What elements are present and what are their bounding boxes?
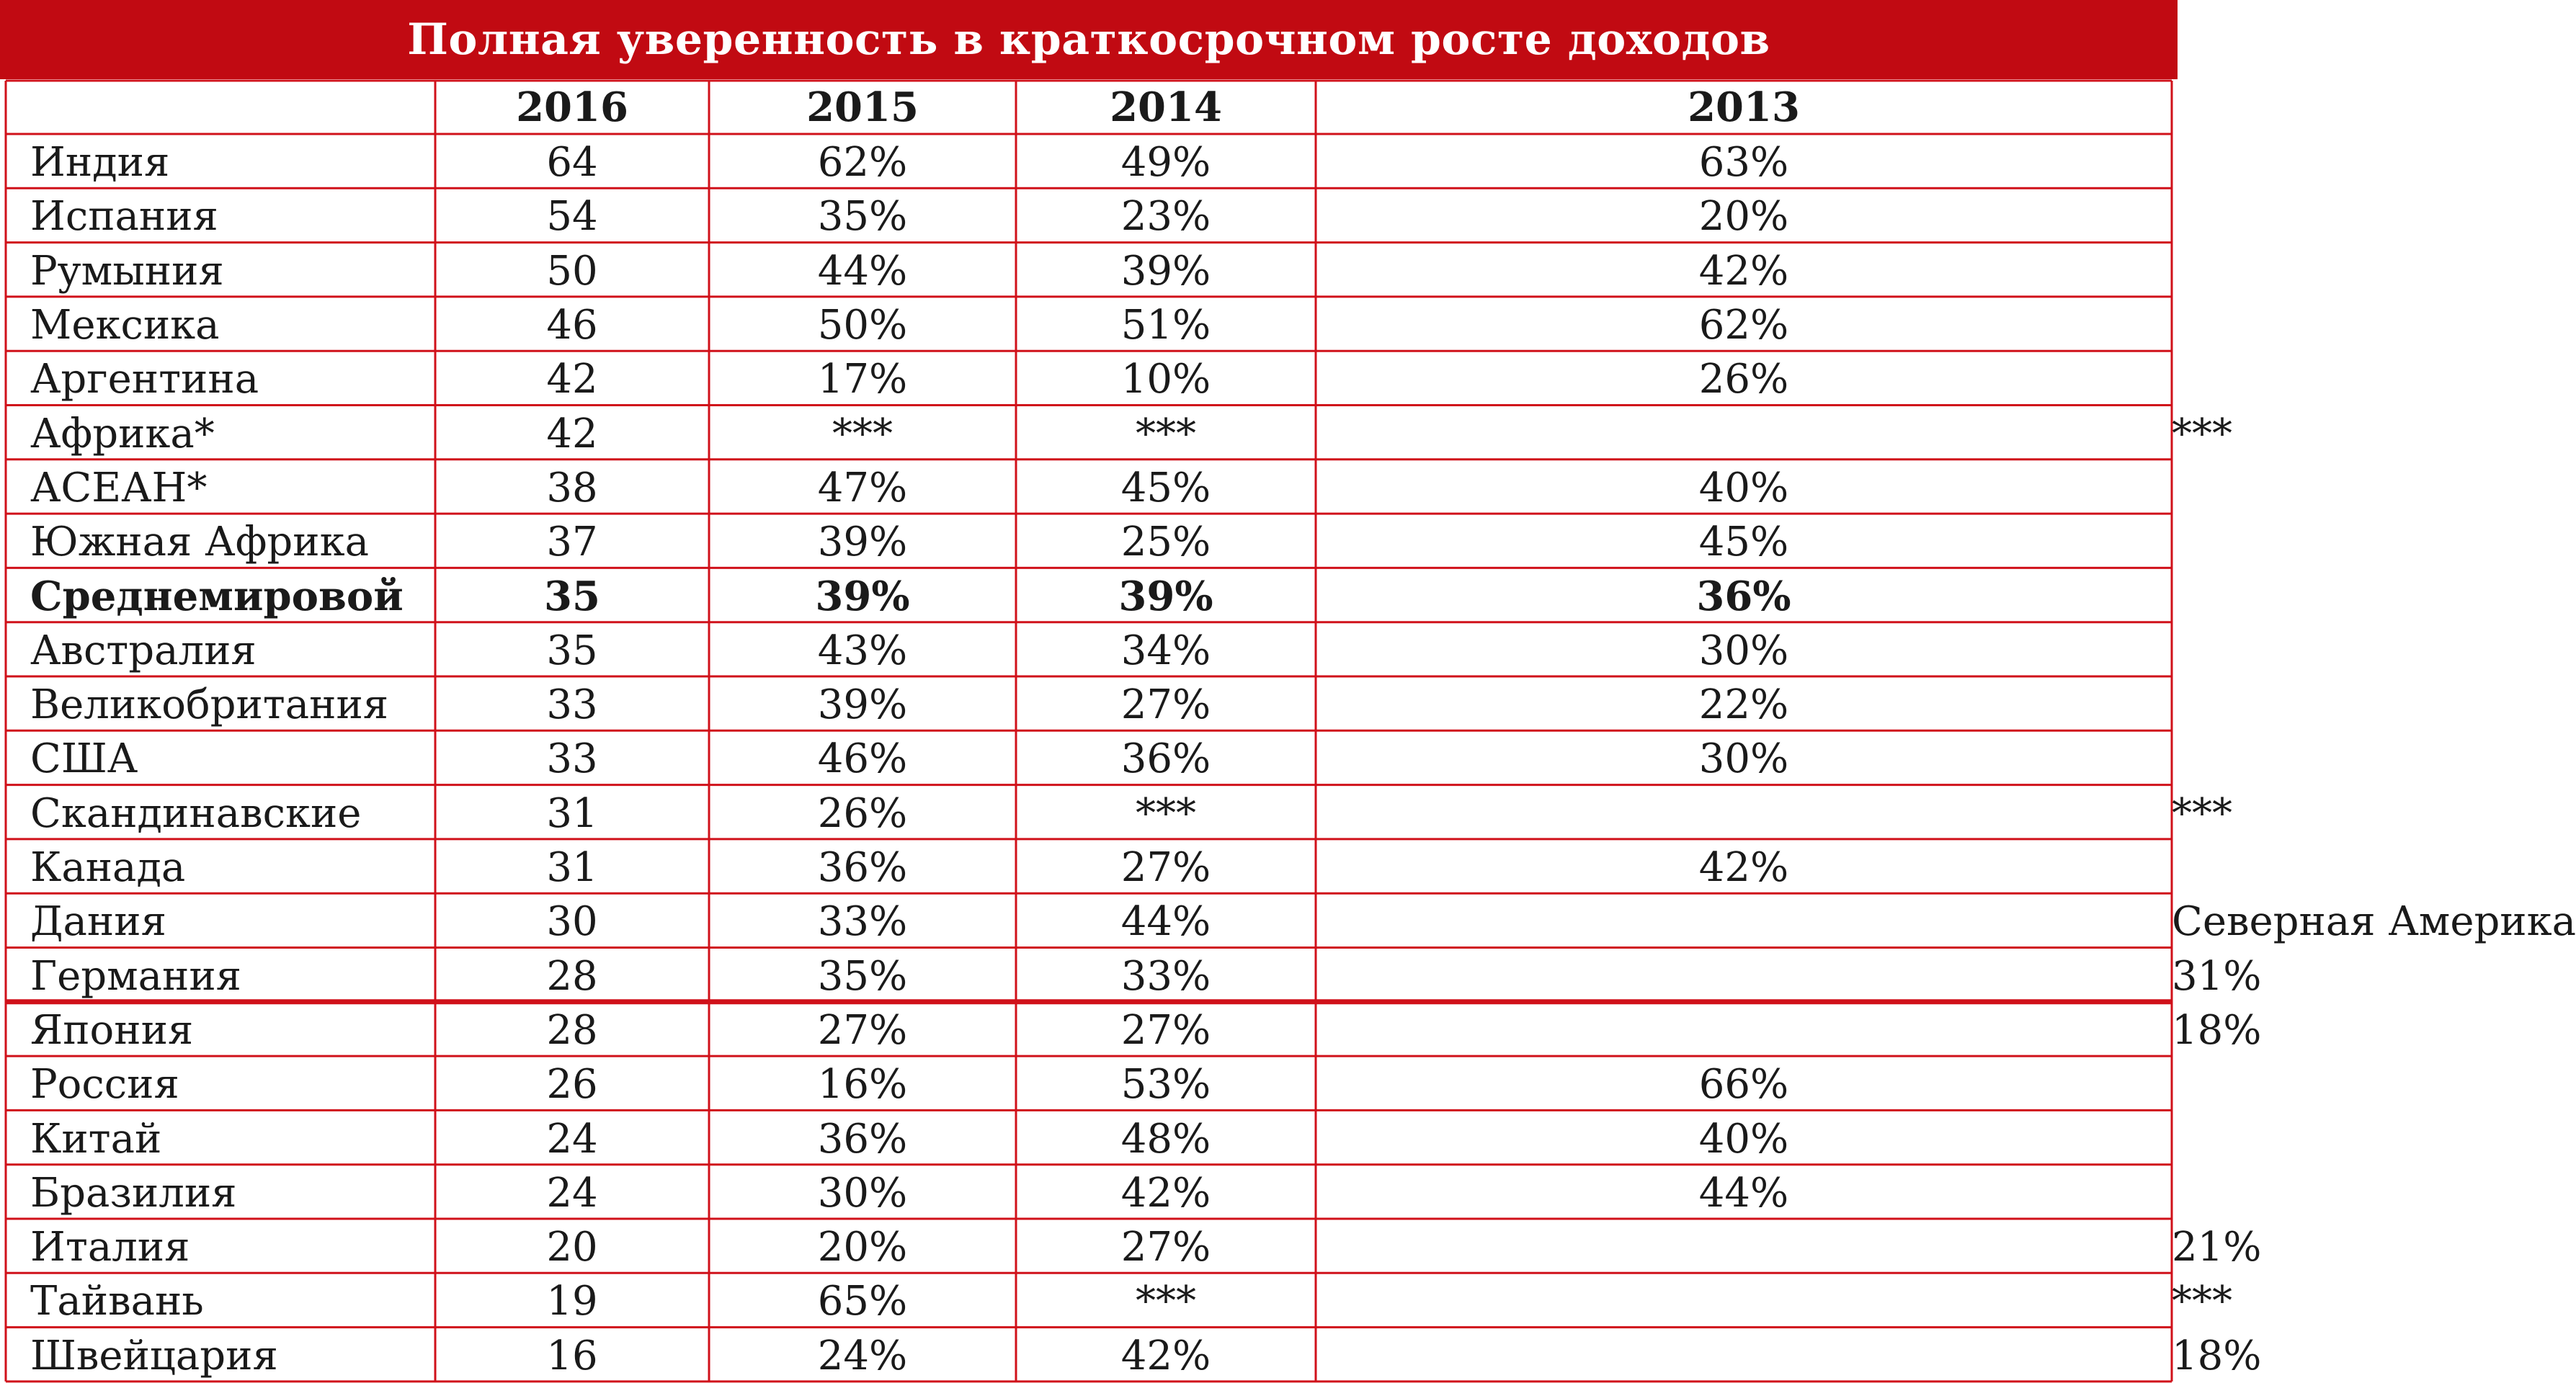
- table-cell: 19: [546, 1278, 598, 1325]
- table-cell: 33: [546, 681, 598, 729]
- table-cell: 66%: [1698, 1061, 1789, 1109]
- table-cell: 27%: [1120, 1006, 1211, 1054]
- table-cell: 50%: [817, 302, 908, 349]
- column-header-2013: 2013: [1688, 84, 1800, 131]
- table-cell: 23%: [1120, 193, 1211, 241]
- table-cell: 25%: [1120, 519, 1211, 566]
- table-cell: 64: [546, 139, 598, 187]
- table-cell: 20%: [1698, 193, 1789, 241]
- table-cell: 20: [546, 1224, 598, 1271]
- table-cell: 22%: [1698, 681, 1789, 729]
- table-cell: 33%: [1120, 952, 1211, 1000]
- table-cell: 53%: [1120, 1061, 1211, 1109]
- table-cell: 16: [546, 1332, 598, 1379]
- row-label: Африка*: [30, 410, 215, 457]
- table-cell: ***: [2172, 1278, 2232, 1325]
- table-cell: 46%: [817, 735, 908, 783]
- table-cell: 31%: [2172, 952, 2262, 1000]
- table-cell: 44%: [1698, 1169, 1789, 1217]
- table-cell: 46: [546, 302, 598, 349]
- table-cell: 27%: [1120, 844, 1211, 892]
- table-cell: ***: [832, 410, 893, 457]
- table-cell: 26%: [1698, 356, 1789, 403]
- table-cell: 47%: [817, 464, 908, 511]
- table-cell: 62%: [817, 139, 908, 187]
- row-label: Южная Африка: [30, 519, 369, 566]
- table-cell: 40%: [1698, 464, 1789, 511]
- table-cell: 48%: [1120, 1115, 1211, 1163]
- table-cell: 45%: [1698, 519, 1789, 566]
- table-cell: 18%: [2172, 1006, 2262, 1054]
- table-cell: 26: [546, 1061, 598, 1109]
- table-cell: 62%: [1698, 302, 1789, 349]
- row-label: Канада: [30, 844, 186, 892]
- table-cell: 20%: [817, 1224, 908, 1271]
- row-label: Аргентина: [30, 356, 259, 403]
- table-cell: 28: [546, 952, 598, 1000]
- row-label: Среднемировой: [30, 573, 404, 621]
- table-cell: ***: [1136, 789, 1196, 837]
- table-cell: ***: [2172, 789, 2232, 837]
- table-cell: 39%: [1120, 247, 1211, 295]
- row-label: Австралия: [30, 627, 257, 674]
- table-cell: 35%: [817, 193, 908, 241]
- table-cell: 37: [546, 519, 598, 566]
- table-cell: 26%: [817, 789, 908, 837]
- row-label: Япония: [30, 1006, 194, 1054]
- row-label: Китай: [30, 1115, 162, 1163]
- table-cell: 63%: [1698, 139, 1789, 187]
- table-cell: 39%: [817, 519, 908, 566]
- table-cell: 40%: [1698, 1115, 1789, 1163]
- table-cell: 42%: [1698, 247, 1789, 295]
- table-cell: 34%: [1120, 627, 1211, 674]
- table-cell: 54: [546, 193, 598, 241]
- table-cell: 28: [546, 1006, 598, 1054]
- table-cell: 42%: [1120, 1169, 1211, 1217]
- row-label: Индия: [30, 139, 170, 187]
- table-cell: 33%: [817, 898, 908, 946]
- row-label: Испания: [30, 193, 218, 241]
- table-cell: 17%: [817, 356, 908, 403]
- table-cell: 10%: [1120, 356, 1211, 403]
- table-cell: 43%: [817, 627, 908, 674]
- table-cell: 30%: [817, 1169, 908, 1217]
- table-cell: 36%: [817, 1115, 908, 1163]
- row-label: Мексика: [30, 302, 220, 349]
- table-cell: 50: [546, 247, 598, 295]
- table-cell: ***: [1136, 1278, 1196, 1325]
- row-label: Дания: [30, 898, 166, 946]
- table-title: Полная уверенность в краткосрочном росте доходов: [407, 14, 1770, 65]
- table-cell: 30%: [1698, 627, 1789, 674]
- table-cell: 44%: [817, 247, 908, 295]
- table-cell: 31: [546, 789, 598, 837]
- table-cell: 21%: [2172, 1224, 2262, 1271]
- table-cell: 42%: [1698, 844, 1789, 892]
- table-cell: 36%: [1696, 573, 1791, 621]
- table-cell: 31: [546, 844, 598, 892]
- table-cell: 36%: [817, 844, 908, 892]
- row-label: Россия: [30, 1061, 179, 1109]
- table-cell: 39%: [1118, 573, 1213, 621]
- row-label: Германия: [30, 952, 241, 1000]
- table-cell: 27%: [817, 1006, 908, 1054]
- table-cell: 24: [546, 1115, 598, 1163]
- table-cell: 65%: [817, 1278, 908, 1325]
- table-cell: 42%: [1120, 1332, 1211, 1379]
- table-cell: Северная Америка: [2172, 898, 2576, 946]
- table-cell: 35%: [817, 952, 908, 1000]
- table-cell: 44%: [1120, 898, 1211, 946]
- row-label: Тайвань: [30, 1278, 204, 1325]
- row-label: Скандинавские: [30, 789, 362, 837]
- table-cell: 27%: [1120, 681, 1211, 729]
- table-cell: 39%: [817, 681, 908, 729]
- table-cell: 16%: [817, 1061, 908, 1109]
- row-label: Италия: [30, 1224, 190, 1271]
- table-cell: ***: [2172, 410, 2232, 457]
- table-cell: 49%: [1120, 139, 1211, 187]
- table-cell: 39%: [815, 573, 910, 621]
- table-cell: 35: [544, 573, 600, 621]
- table-cell: 24: [546, 1169, 598, 1217]
- table-cell: 33: [546, 735, 598, 783]
- table-cell: 18%: [2172, 1332, 2262, 1379]
- table-cell: 24%: [817, 1332, 908, 1379]
- row-label: Швейцария: [30, 1332, 278, 1379]
- table-cell: 27%: [1120, 1224, 1211, 1271]
- column-header-2016: 2016: [516, 84, 628, 131]
- row-label: Бразилия: [30, 1169, 237, 1217]
- table-cell: 51%: [1120, 302, 1211, 349]
- table-cell: 42: [546, 356, 598, 403]
- table-cell: 35: [546, 627, 598, 674]
- table-cell: ***: [1136, 410, 1196, 457]
- table-cell: 45%: [1120, 464, 1211, 511]
- row-label: Румыния: [30, 247, 224, 295]
- row-label: США: [30, 735, 138, 783]
- column-header-2015: 2015: [806, 84, 919, 131]
- column-header-2014: 2014: [1110, 84, 1222, 131]
- table-cell: 38: [546, 464, 598, 511]
- table-cell: 36%: [1120, 735, 1211, 783]
- table-cell: 30: [546, 898, 598, 946]
- row-label: АСЕАН*: [30, 464, 208, 511]
- table-cell: 42: [546, 410, 598, 457]
- row-label: Великобритания: [30, 681, 389, 729]
- table-cell: 30%: [1698, 735, 1789, 783]
